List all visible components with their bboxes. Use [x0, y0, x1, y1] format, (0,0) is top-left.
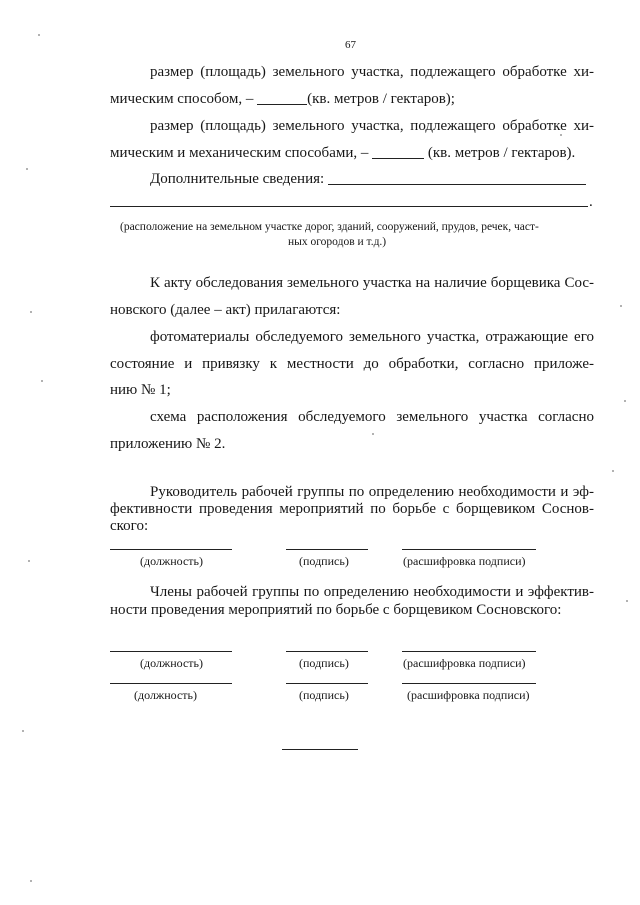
member-1-position-caption: (должность)	[140, 656, 203, 670]
scan-speck	[30, 880, 32, 882]
additional-label: Дополнительные сведения:	[150, 171, 325, 187]
member-2-position-caption: (должность)	[134, 688, 197, 702]
head-section-line-3: ского:	[110, 518, 149, 534]
head-section-line-2: фективности проведения мероприятий по борьбе с борщевиком Соснов-	[110, 501, 594, 517]
member-2-position-line[interactable]	[110, 683, 232, 684]
head-transcript-caption: (расшифровка подписи)	[403, 554, 526, 568]
head-position-caption: (должность)	[140, 554, 203, 568]
attachments-intro-line-1: К акту обследования земельного участка на наличие борщевика Сос-	[150, 275, 594, 291]
scan-speck	[612, 470, 614, 472]
additional-hint-line-2: ных огородов и т.д.)	[288, 236, 387, 248]
additional-hint-line-1: (расположение на земельном участке дорог, зданий, сооружений, прудов, речек, част-	[120, 221, 539, 233]
scan-speck	[626, 600, 628, 602]
head-section-line-1: Руководитель рабочей группы по определению необходимости и эф-	[150, 484, 594, 500]
page-number: 67	[345, 39, 356, 51]
additional-field-line-1[interactable]	[328, 184, 586, 185]
member-2-signature-caption: (подпись)	[299, 688, 349, 702]
size-mechanical-text: мическим и механическим способами, –	[110, 145, 369, 161]
scan-speck	[28, 560, 30, 562]
member-2-signature-line[interactable]	[286, 683, 368, 684]
size-chemical-line-2	[110, 90, 455, 108]
size-mechanical-line-1: размер (площадь) земельного участка, подлежащего обработке хи-	[150, 118, 594, 134]
scan-speck	[372, 433, 374, 435]
size-chemical-line-1: размер (площадь) земельного участка, подлежащего обработке хи-	[150, 64, 594, 80]
size-chemical-blank[interactable]	[257, 92, 307, 105]
size-chemical-text: мическим способом, –	[110, 91, 254, 107]
additional-field-line-2[interactable]	[110, 206, 588, 207]
members-section-line-2: ности проведения мероприятий по борьбе с борщевиком Сосновского:	[110, 602, 562, 618]
member-1-position-line[interactable]	[110, 651, 232, 652]
head-signature-line[interactable]	[286, 549, 368, 550]
scan-speck	[26, 168, 28, 170]
scan-speck	[624, 400, 626, 402]
member-1-transcript-caption: (расшифровка подписи)	[403, 656, 526, 670]
attachment-photo-line-3: нию № 1;	[110, 382, 171, 398]
size-mechanical-blank[interactable]	[372, 146, 424, 159]
member-2-transcript-caption: (расшифровка подписи)	[407, 688, 530, 702]
attachment-scheme-line-2: приложению № 2.	[110, 436, 226, 452]
scan-speck	[560, 134, 562, 136]
attachment-photo-line-1: фотоматериалы обследуемого земельного участка, отражающие его	[150, 329, 594, 345]
head-transcript-line[interactable]	[402, 549, 536, 550]
attachment-photo-line-2: состояние и привязку к местности до обработки, согласно приложе-	[110, 356, 594, 372]
member-1-signature-line[interactable]	[286, 651, 368, 652]
scan-speck	[22, 730, 24, 732]
additional-end-mark: .	[589, 194, 593, 210]
scan-speck	[38, 34, 40, 36]
attachments-intro-line-2: новского (далее – акт) прилагаются:	[110, 302, 341, 318]
member-2-transcript-line[interactable]	[402, 683, 536, 684]
attachment-scheme-line-1: схема расположения обследуемого земельного участка согласно	[150, 409, 594, 425]
member-1-transcript-line[interactable]	[402, 651, 536, 652]
head-position-line[interactable]	[110, 549, 232, 550]
closing-separator	[282, 749, 358, 750]
scan-speck	[620, 305, 622, 307]
head-signature-caption: (подпись)	[299, 554, 349, 568]
size-mechanical-line-2	[110, 144, 575, 162]
members-section-line-1: Члены рабочей группы по определению необходимости и эффектив-	[150, 584, 594, 600]
size-chemical-units: (кв. метров / гектаров);	[307, 91, 455, 107]
scan-speck	[30, 311, 32, 313]
member-1-signature-caption: (подпись)	[299, 656, 349, 670]
scan-speck	[41, 380, 43, 382]
size-mechanical-units: (кв. метров / гектаров).	[427, 145, 576, 161]
